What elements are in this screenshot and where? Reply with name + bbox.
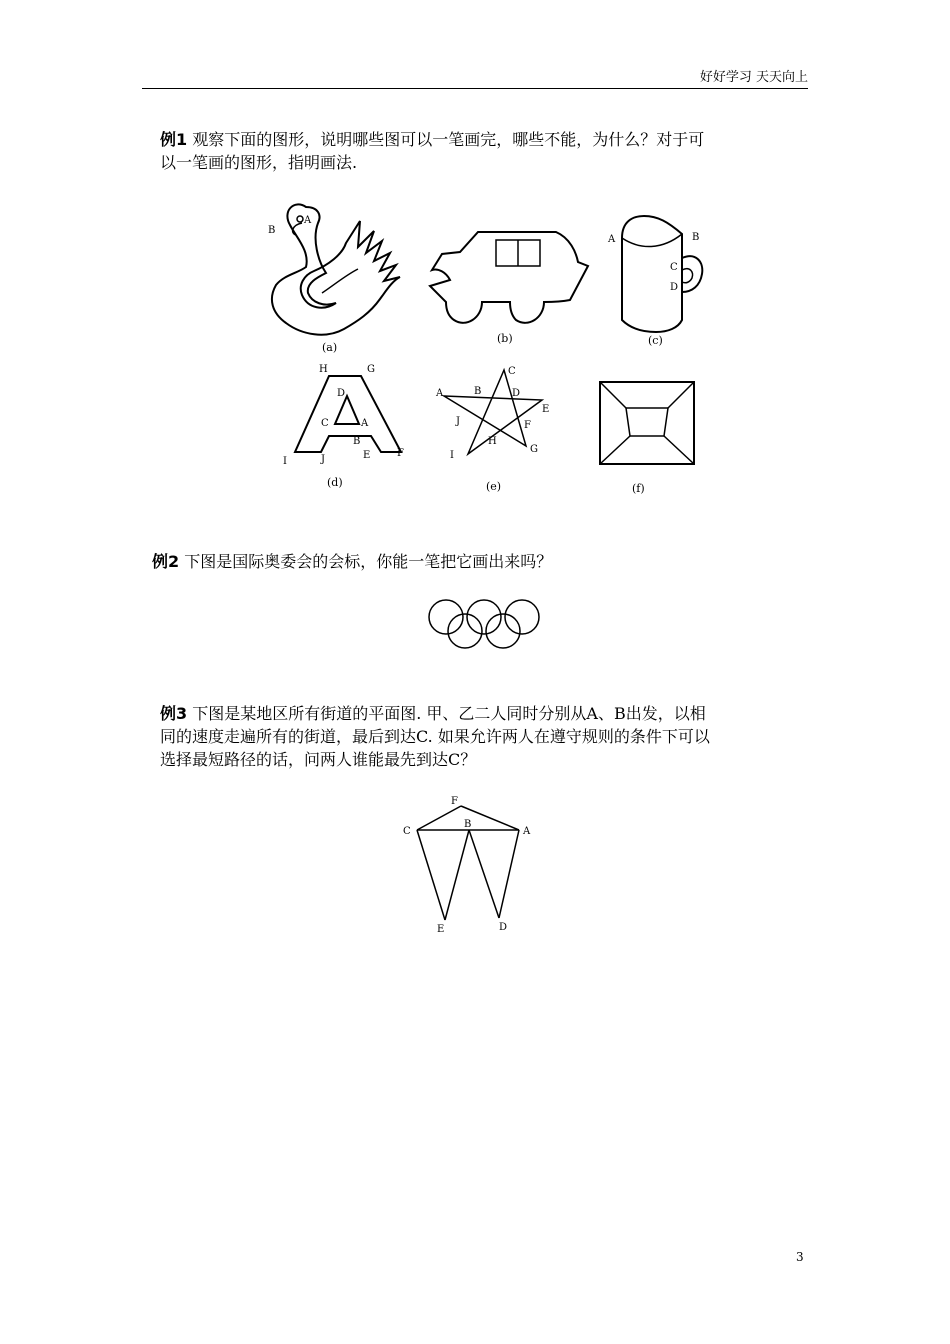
figure-d-caption: (d) <box>327 476 343 489</box>
street-point-C: C <box>403 826 411 837</box>
figure-e-point-D: D <box>512 388 521 399</box>
figure-a-point-B: B <box>268 225 276 236</box>
figure-d-point-I: I <box>283 456 287 467</box>
figure-c-caption: (c) <box>648 334 663 347</box>
figure-e-point-F: F <box>524 420 531 431</box>
figure-e-caption: (e) <box>486 480 502 493</box>
olympic-rings <box>420 595 550 650</box>
figure-d-point-A: A <box>361 418 369 429</box>
figure-f-caption: (f) <box>632 482 645 495</box>
page-number: 3 <box>796 1250 804 1264</box>
example3-label: 例3 <box>160 704 188 723</box>
example2-line: 下图是国际奥委会的会标，你能一笔把它画出来吗？ <box>184 552 553 571</box>
figure-e-point-H: H <box>488 436 497 447</box>
example3-line1: 下图是某地区所有街道的平面图. 甲、乙二人同时分别从A、B出发，以相 <box>192 704 706 723</box>
page-header: 好好学习 天天向上 <box>699 70 808 85</box>
figure-d-point-D: D <box>337 388 346 399</box>
example1-text <box>160 128 704 174</box>
figure-b-caption: (b) <box>497 332 513 345</box>
figure-e-point-B: B <box>474 386 482 397</box>
figure-a-point-A: A <box>304 215 312 226</box>
example1-label: 例1 <box>160 130 188 149</box>
figure-c-point-A: A <box>608 234 616 245</box>
header-rule <box>142 88 808 89</box>
figure-d-point-G: G <box>367 364 375 375</box>
figure-e-star <box>430 360 560 495</box>
figure-e-point-A: A <box>436 388 444 399</box>
street-point-E: E <box>437 924 445 935</box>
figure-e-point-E: E <box>542 404 550 415</box>
figure-c-point-D: D <box>670 282 679 293</box>
figure-d-point-E: E <box>363 450 371 461</box>
example3-text <box>160 702 710 771</box>
figure-e-point-C: C <box>508 366 516 377</box>
figure-c-point-C: C <box>670 262 678 273</box>
street-point-B: B <box>464 819 472 830</box>
example2-label: 例2 <box>152 552 180 571</box>
street-map <box>395 790 545 940</box>
figure-e-point-J: J <box>456 416 461 427</box>
street-point-A: A <box>523 826 531 837</box>
figure-e-point-I: I <box>450 450 454 461</box>
example1-line1: 观察下面的图形，说明哪些图可以一笔画完，哪些不能，为什么？对于可 <box>192 130 705 149</box>
example2-text <box>152 550 552 573</box>
figure-a-swan <box>262 195 412 360</box>
figure-c-mug <box>600 210 710 350</box>
figure-d-point-C: C <box>321 418 329 429</box>
figure-e-point-G: G <box>530 444 538 455</box>
figure-b-car <box>420 222 595 352</box>
example3-line2: 同的速度走遍所有的街道，最后到达C. 如果允许两人在遵守规则的条件下可以 <box>160 727 710 746</box>
figure-d-point-H: H <box>319 364 328 375</box>
figure-d-point-J: J <box>321 454 326 465</box>
example1-line2: 以一笔画的图形，指明画法. <box>160 153 358 172</box>
figure-d-letter-a <box>275 358 410 493</box>
street-point-F: F <box>451 796 458 807</box>
figure-d-point-F: F <box>397 448 404 459</box>
figure-f-squares <box>598 380 698 498</box>
figure-c-point-B: B <box>692 232 700 243</box>
figure-d-point-B: B <box>353 436 361 447</box>
figure-a-caption: (a) <box>322 341 338 354</box>
example3-line3: 选择最短路径的话，问两人谁能最先到达C？ <box>160 750 477 769</box>
street-point-D: D <box>499 922 508 933</box>
